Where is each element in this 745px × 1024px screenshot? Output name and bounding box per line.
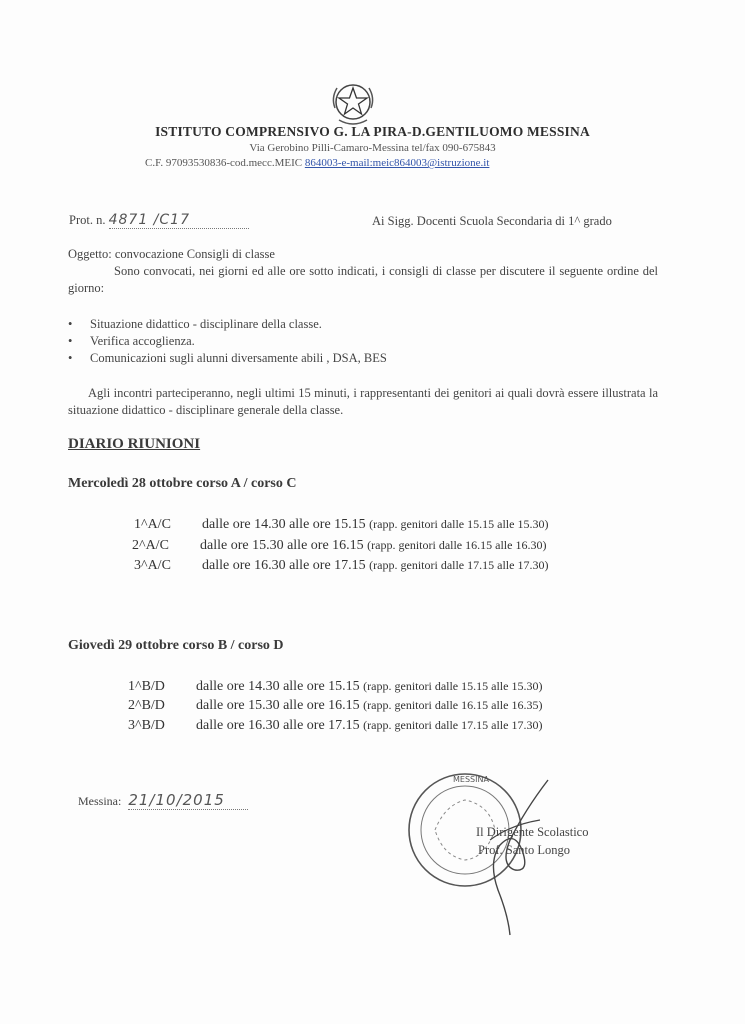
parents-time: (rapp. genitori dalle 17.15 alle 17.30) [369, 558, 549, 572]
agenda-list [68, 316, 387, 367]
recipients: Ai Sigg. Docenti Scuola Secondaria di 1^ grado [372, 214, 612, 228]
time-range: dalle ore 15.30 alle ore 16.15 [200, 538, 364, 553]
list-item: • Situazione didattico - disciplinare della classe. [68, 316, 387, 333]
parents-time: (rapp. genitori dalle 15.15 alle 15.30) [369, 517, 549, 531]
class-label: 2^B/D [128, 698, 165, 713]
time-range: dalle ore 14.30 alle ore 15.15 [196, 679, 360, 694]
place-label: Messina: [78, 794, 122, 808]
class-label: 2^A/C [132, 538, 169, 553]
protocol-line [69, 212, 249, 229]
institute-address: Via Gerobino Pilli-Camaro-Messina tel/fax 090-675843 [249, 142, 496, 154]
schedule-row [128, 679, 542, 695]
time-range: dalle ore 15.30 alle ore 16.15 [196, 698, 360, 713]
time-range: dalle ore 16.30 alle ore 17.15 [196, 718, 360, 733]
parents-note: Agli incontri parteciperanno, negli ultimi 15 minuti, i rappresentanti dei genitori ai quali dovrà essere illustrata la situazione didattico - disciplinare generale della classe. [68, 386, 658, 417]
class-label: 3^A/C [134, 558, 171, 573]
diario-title: DIARIO RIUNIONI [68, 436, 201, 452]
intro-paragraph: Sono convocati, nei giorni ed alle ore sotto indicati, i consigli di classe per discutere il seguente ordine del giorno: [68, 264, 658, 295]
day-title: Giovedì 29 ottobre corso B / corso D [68, 638, 284, 653]
schedule-row [128, 698, 542, 714]
class-label: 3^B/D [128, 718, 165, 733]
handwritten-signature [470, 770, 560, 940]
date-field [128, 791, 248, 810]
list-item: • Verifica accoglienza. [68, 333, 387, 350]
time-range: dalle ore 14.30 alle ore 15.15 [202, 517, 366, 532]
list-item: • Comunicazioni sugli alunni diversamente abili , DSA, BES [68, 350, 387, 367]
republic-emblem-icon [327, 78, 379, 128]
place-date-line [78, 791, 248, 810]
date-value: 21/10/2015 [128, 791, 225, 809]
parents-time: (rapp. genitori dalle 16.15 alle 16.30) [367, 538, 547, 552]
institute-fiscal-code [145, 157, 489, 169]
signatory-title: Il Dirigente Scolastico [476, 825, 589, 839]
schedule-row [134, 517, 548, 533]
parents-time: (rapp. genitori dalle 17.15 alle 17.30) [363, 718, 543, 732]
subject: Oggetto: convocazione Consigli di classe [68, 247, 275, 261]
class-label: 1^A/C [134, 517, 171, 532]
time-range: dalle ore 16.30 alle ore 17.15 [202, 558, 366, 573]
protocol-label: Prot. n. [69, 213, 106, 227]
stamp-text: MESSINA [453, 775, 489, 784]
parents-time: (rapp. genitori dalle 15.15 alle 15.30) [363, 679, 543, 693]
schedule-row [128, 718, 542, 734]
day-title: Mercoledì 28 ottobre corso A / corso C [68, 476, 297, 491]
parents-time: (rapp. genitori dalle 16.15 alle 16.35) [363, 698, 543, 712]
protocol-number: 4871 /C17 [108, 212, 190, 228]
institute-name: ISTITUTO COMPRENSIVO G. LA PIRA-D.GENTILUOMO MESSINA [155, 124, 590, 139]
fiscal-code-text: C.F. 97093530836-cod.mecc.MEIC [145, 157, 303, 169]
schedule-row [132, 538, 546, 554]
signatory-name: Prof. Santo Longo [478, 843, 571, 857]
schedule-row [134, 558, 548, 574]
class-label: 1^B/D [128, 679, 165, 694]
email-link[interactable]: 864003-e-mail:meic864003@istruzione.it [304, 157, 490, 169]
protocol-number-field [109, 212, 249, 229]
